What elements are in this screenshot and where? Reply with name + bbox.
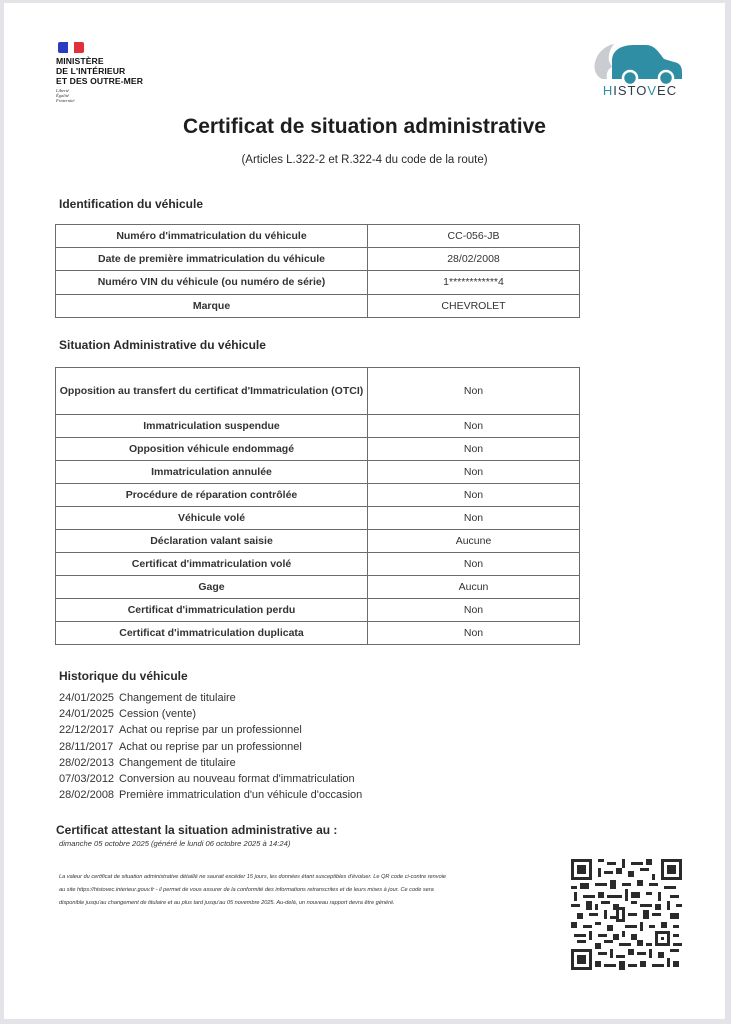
row-label: Immatriculation suspendue: [56, 415, 368, 438]
table-row: [56, 599, 580, 622]
row-value: CHEVROLET: [368, 294, 580, 317]
history-event: Conversion au nouveau format d'immatriculation: [119, 773, 355, 786]
table-row: [56, 530, 580, 553]
row-value: Non: [368, 368, 580, 415]
row-label: Procédure de réparation contrôlée: [56, 484, 368, 507]
situation-table: [55, 367, 580, 645]
row-value: Non: [368, 438, 580, 461]
history-item: [59, 755, 362, 771]
legal-line: La valeur du certificat de situation administrative détaillé ne saurait excéder 15 jours, les données étant susceptibles d'évoluer. Le QR code ci-contre renvoie: [59, 874, 447, 880]
row-label: Gage: [56, 576, 368, 599]
history-date: 24/01/2025: [59, 708, 115, 721]
motto-line: Fraternité: [56, 98, 75, 103]
table-row: [56, 368, 580, 415]
identification-table: [55, 224, 580, 318]
table-row: [56, 461, 580, 484]
history-date: 22/12/2017: [59, 724, 115, 737]
history-date: 07/03/2012: [59, 773, 115, 786]
row-label: Certificat d'immatriculation volé: [56, 553, 368, 576]
row-label: Marque: [56, 294, 368, 317]
row-label: Date de première immatriculation du véhicule: [56, 248, 368, 271]
history-event: Achat ou reprise par un professionnel: [119, 724, 302, 737]
row-value: Non: [368, 507, 580, 530]
row-label: Déclaration valant saisie: [56, 530, 368, 553]
history-list: [59, 690, 362, 803]
row-value: 28/02/2008: [368, 248, 580, 271]
table-row: [56, 415, 580, 438]
row-label: Véhicule volé: [56, 507, 368, 530]
table-row: [56, 225, 580, 248]
history-item: [59, 739, 362, 755]
certificate-page: [4, 3, 725, 1019]
history-item: [59, 706, 362, 722]
row-value: Non: [368, 484, 580, 507]
table-row: [56, 576, 580, 599]
qr-code-icon[interactable]: [571, 859, 682, 970]
row-value: Non: [368, 622, 580, 645]
situation-section-title: Situation Administrative du véhicule: [59, 338, 266, 352]
history-item: [59, 690, 362, 706]
car-icon: [590, 41, 690, 85]
ministry-name-line: MINISTÈRE: [56, 56, 104, 66]
history-section-title: Historique du véhicule: [59, 669, 188, 683]
row-value: Non: [368, 415, 580, 438]
legal-line: au site https://histovec.interieur.gouv.fr - il permet de vous assurer de la conformité des informations retranscrites et de leurs mises à jour. Ce code sera: [59, 887, 434, 893]
motto-line: Liberté: [56, 88, 69, 93]
row-value: 1************4: [368, 271, 580, 294]
history-event: Achat ou reprise par un professionnel: [119, 740, 302, 753]
row-label: Numéro VIN du véhicule (ou numéro de série): [56, 271, 368, 294]
history-date: 28/02/2008: [59, 789, 115, 802]
table-row: [56, 248, 580, 271]
ministry-logo: [56, 42, 143, 103]
row-value: CC-056-JB: [368, 225, 580, 248]
histovec-logo: [590, 41, 690, 103]
page-subtitle: (Articles L.322-2 et R.322-4 du code de la route): [241, 154, 488, 166]
table-row: [56, 507, 580, 530]
row-value: Aucun: [368, 576, 580, 599]
history-item: [59, 722, 362, 738]
table-row: [56, 271, 580, 294]
history-item: [59, 771, 362, 787]
certificate-attestation-title: Certificat attestant la situation administrative au :: [56, 823, 338, 837]
row-label: Numéro d'immatriculation du véhicule: [56, 225, 368, 248]
row-label: Certificat d'immatriculation perdu: [56, 599, 368, 622]
table-row: [56, 484, 580, 507]
row-value: Non: [368, 461, 580, 484]
history-event: Première immatriculation d'un véhicule d'occasion: [119, 789, 363, 802]
page-title: Certificat de situation administrative: [183, 115, 546, 138]
table-row: [56, 438, 580, 461]
history-item: [59, 787, 362, 803]
table-row: [56, 294, 580, 317]
row-label: Immatriculation annulée: [56, 461, 368, 484]
history-event: Cession (vente): [119, 708, 197, 721]
history-event: Changement de titulaire: [119, 692, 236, 704]
row-label: Certificat d'immatriculation duplicata: [56, 622, 368, 645]
identification-section-title: Identification du véhicule: [59, 197, 204, 211]
legal-line: disponible jusqu'au changement de titulaire et au plus tard jusqu'au 05 novembre 2025. Au-delà, un nouveau rapport devra être généré.: [59, 900, 395, 906]
legal-notice: [59, 871, 547, 910]
french-flag-icon: [58, 42, 84, 53]
history-date: 28/11/2017: [59, 740, 114, 753]
histovec-wordmark: HISTOVEC: [602, 83, 678, 98]
ministry-name-line: ET DES OUTRE-MER: [56, 76, 144, 86]
certificate-date: dimanche 05 octobre 2025 (généré le lundi 06 octobre 2025 à 14:24): [59, 839, 291, 848]
row-label: Opposition véhicule endommagé: [56, 438, 368, 461]
row-value: Aucune: [368, 530, 580, 553]
row-label: Opposition au transfert du certificat d'Immatriculation (OTCI): [56, 368, 368, 415]
history-event: Changement de titulaire: [119, 756, 236, 769]
history-date: 28/02/2013: [59, 756, 115, 769]
ministry-name-line: DE L'INTÉRIEUR: [56, 66, 126, 76]
row-value: Non: [368, 553, 580, 576]
table-row: [56, 553, 580, 576]
history-date: 24/01/2025: [59, 692, 115, 704]
row-value: Non: [368, 599, 580, 622]
table-row: [56, 622, 580, 645]
motto-line: Égalité: [56, 93, 69, 98]
